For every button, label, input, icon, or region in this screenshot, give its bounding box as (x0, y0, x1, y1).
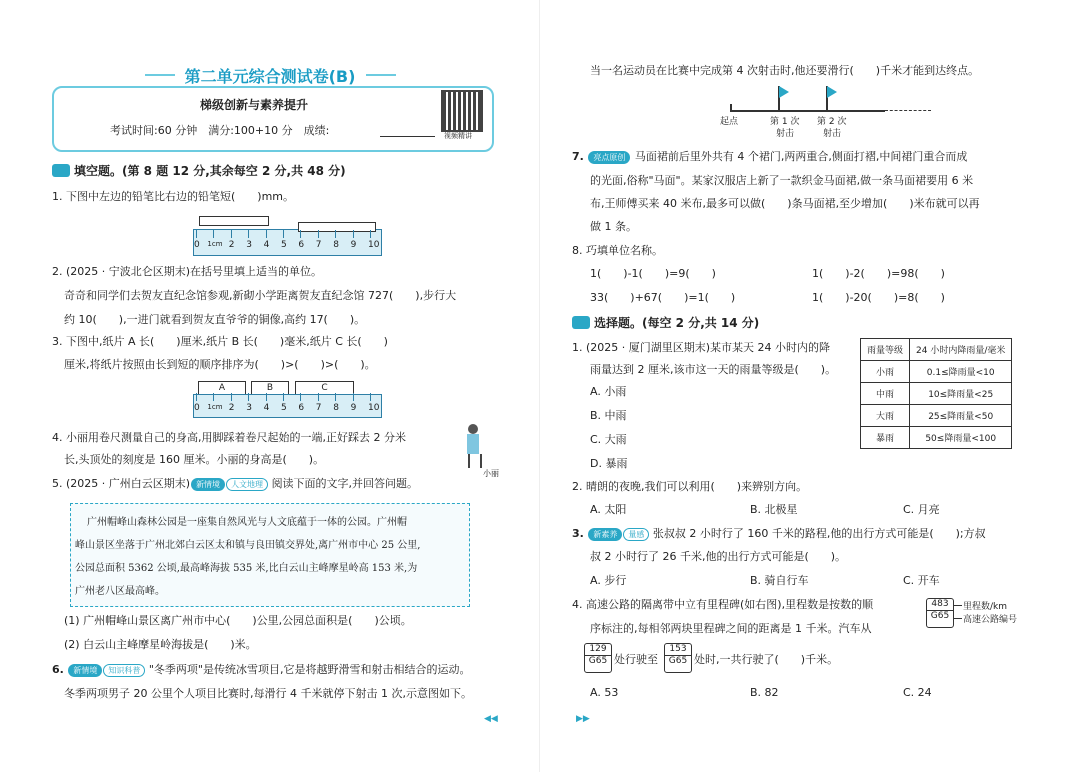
track-label-start: 起点 (720, 117, 739, 127)
ruler-tick (300, 393, 301, 401)
choice-1-line-1: 1. (2025 · 厦门湖里区期末)某市某天 24 小时内的降 (572, 341, 831, 354)
legend-line-1 (954, 605, 962, 606)
ruler-2-labels (196, 403, 380, 415)
rainfall-table (860, 338, 1012, 449)
q8-item: 1( )-1( )=9( ) (590, 267, 716, 280)
ruler-tick-label: 6 (298, 240, 305, 250)
choice-1-option[interactable]: C. 大雨 (590, 433, 627, 446)
ruler-tick-label: 4 (263, 240, 270, 250)
q8-item: 1( )-2( )=98( ) (812, 267, 945, 280)
ruler-tick (353, 230, 354, 238)
ruler-tick-label: 8 (333, 240, 339, 250)
choice-4-option[interactable]: A. 53 (590, 686, 619, 699)
choice-4-line-2: 序标注的,每相邻两块里程碑之间的距离是 1 千米。汽车从 (590, 622, 872, 635)
ruler-tick (196, 393, 197, 401)
ruler-tick (231, 230, 232, 238)
ruler-tick-label: 5 (281, 403, 287, 413)
score-blank-line (380, 136, 435, 137)
section-1-marker (52, 164, 70, 177)
question-2-line-2: 奇奇和同学们去贺友直纪念馆参观,新砌小学距离贺友直纪念馆 727( ),步行大 (64, 289, 457, 302)
q8-item: 33( )+67( )=1( ) (590, 291, 736, 304)
legend-line-2 (954, 618, 962, 619)
ruler-tick (335, 393, 336, 401)
question-3-line-2: 厘米,将纸片按照由长到短的顺序排序为( )>( )>( )。 (64, 358, 376, 371)
ruler-tick (266, 230, 267, 238)
passage-line: 公园总面积 5362 公顷,最高峰海拔 535 米,比白云山主峰摩星岭高 153 米,为 (75, 563, 418, 574)
passage-line: 广州老八区最高峰。 (75, 586, 165, 597)
title-decoration-left (145, 74, 175, 76)
ruler-tick-label: 5 (281, 240, 287, 250)
passage-line: 峰山景区坐落于广州北郊白云区太和镇与良田镇交界处,离广州市中心 25 公里, (75, 540, 421, 551)
question-4-line-1: 4. 小丽用卷尺测量自己的身高,用脚踩着卷尺起始的一端,正好踩去 2 分米 (52, 431, 406, 444)
choice-1-line-2: 雨量达到 2 厘米,该市这一天的雨量等级是( )。 (590, 363, 837, 376)
ruler-tick-label: 9 (350, 403, 357, 413)
ruler-tick-label: 4 (263, 403, 270, 413)
subtitle: 梯级创新与素养提升 (200, 98, 309, 112)
section-2-heading: 选择题。(每空 2 分,共 14 分) (572, 314, 759, 331)
table-row: 小雨 0.1≤降雨量<10 (861, 361, 1012, 383)
ruler-tick-label: 6 (298, 403, 305, 413)
track-line (730, 110, 885, 112)
page-number-right: ▶▶ (576, 714, 590, 724)
tag-new-context: 新情境 (191, 478, 225, 491)
choice-2-option[interactable]: B. 北极星 (750, 503, 798, 516)
choice-4-line-1: 4. 高速公路的隔离带中立有里程碑(如右图),里程数是按数的顺 (572, 598, 874, 611)
flag-1-cloth (779, 86, 789, 98)
page-number-left: ◀◀ (484, 714, 498, 724)
question-7-line-2: 的光面,俗称"马面"。某家汉服店上新了一款织金马面裙,做一条马面裙要用 6 米 (590, 174, 974, 187)
choice-3-line-2: 叔 2 小时行了 26 千米,他的出行方式可能是( )。 (590, 550, 847, 563)
pencil-left (199, 216, 269, 226)
ruler-tick-label: 9 (350, 240, 357, 250)
qr-code-icon[interactable] (441, 90, 483, 132)
ruler-tick-label: 0 (194, 240, 200, 250)
choice-1-option[interactable]: A. 小雨 (590, 385, 627, 398)
ruler-tick-label: 1cm (207, 403, 223, 411)
choice-3-option[interactable]: A. 步行 (590, 574, 627, 587)
ruler-tick (266, 393, 267, 401)
ruler-tick-label: 2 (228, 403, 235, 413)
ruler-tick (300, 230, 301, 238)
choice-3-option[interactable]: C. 开车 (903, 574, 940, 587)
track-label-shot1: 第 1 次 (770, 117, 800, 127)
girl-figure-icon (466, 424, 480, 470)
table-row: 中雨 10≤降雨量<25 (861, 383, 1012, 405)
ruler-tick (283, 230, 284, 238)
question-5-part-1: (1) 广州帽峰山景区离广州市中心( )公里,公园总面积是( )公顷。 (64, 614, 412, 627)
question-6-line-3: 当一名运动员在比赛中完成第 4 次射击时,他还要滑行( )千米才能到达终点。 (590, 64, 980, 77)
paper-c: C (295, 381, 354, 396)
center-fold (539, 0, 540, 772)
tag-culture-geography: 人文地理 (226, 478, 268, 491)
question-4-line-2: 长,头顶处的刻度是 160 厘米。小丽的身高是( )。 (64, 453, 325, 466)
legend-label-km: 里程数/km (963, 602, 1008, 612)
question-7-line-3: 布,王师傅买来 40 米布,最多可以做( )条马面裙,至少增加( )米布就可以再 (590, 197, 980, 210)
ruler-tick-label: 10 (368, 403, 380, 413)
question-2-line-1: 2. (2025 · 宁波北仑区期末)在括号里填上适当的单位。 (52, 265, 323, 278)
ruler-tick (318, 393, 319, 401)
passage-line: 广州帽峰山森林公园是一座集自然风光与人文底蕴于一体的公园。广州帽 (87, 517, 407, 528)
ruler-tick (283, 393, 284, 401)
question-6-line-2: 冬季两项男子 20 公里个人项目比赛时,每滑行 4 千米就停下射击 1 次,示意图如下。 (64, 687, 472, 700)
ruler-tick (318, 230, 319, 238)
qr-label: 视频精讲 (444, 132, 472, 140)
question-8: 8. 巧填单位名称。 (572, 244, 663, 257)
section-1-heading: 填空题。(第 8 题 12 分,其余每空 2 分,共 48 分) (52, 162, 346, 179)
tag-new-literacy: 新素养 (588, 528, 622, 541)
tag-quantity-sense: 量感 (623, 528, 649, 541)
track-label-shot2b: 射击 (823, 129, 842, 139)
question-3-line-1: 3. 下图中,纸片 A 长( )厘米,纸片 B 长( )毫米,纸片 C 长( ) (52, 335, 388, 348)
ruler-tick-label: 8 (333, 403, 339, 413)
choice-4-text-b: 处时,一共行驶了( )千米。 (694, 653, 839, 666)
table-row: 大雨 25≤降雨量<50 (861, 405, 1012, 427)
ruler-tick (196, 230, 197, 238)
milestone-sign-1: 129 G65 (584, 643, 612, 673)
choice-2-option[interactable]: C. 月亮 (903, 503, 940, 516)
choice-3-option[interactable]: B. 骑自行车 (750, 574, 809, 587)
choice-4-option[interactable]: B. 82 (750, 686, 779, 699)
question-6-line-1: 6. 新情境 知识科普 "冬季两项"是传统冰雪项目,它是将越野滑雪和射击相结合的运动。 (52, 663, 471, 676)
table-row: 暴雨 50≤降雨量<100 (861, 427, 1012, 449)
paper-a: A (198, 381, 246, 396)
table-header: 雨量等级 (861, 339, 910, 361)
track-label-shot2: 第 2 次 (817, 117, 847, 127)
milestone-sign-legend: 483 G65 (926, 598, 954, 628)
ruler-1-labels (196, 240, 380, 252)
table-header-row (861, 339, 1012, 361)
ruler-tick-label: 1cm (207, 240, 223, 248)
ruler-tick-label: 2 (228, 240, 235, 250)
question-5-line-1: 5. (2025 · 广州白云区期末) 新情境 人文地理 阅读下面的文字,并回答问题。 (52, 477, 419, 490)
ruler-tick (248, 230, 249, 238)
ruler-tick-label: 7 (315, 403, 322, 413)
girl-label: 小丽 (483, 469, 499, 478)
ruler-tick (231, 393, 232, 401)
reading-passage (70, 503, 470, 607)
table-header: 24 小时内降雨量/毫米 (910, 339, 1012, 361)
flag-2-cloth (827, 86, 837, 98)
ruler-tick-label: 3 (246, 240, 252, 250)
choice-1-option[interactable]: B. 中雨 (590, 409, 627, 422)
track-line-dashed (885, 110, 931, 111)
q8-item: 1( )-20( )=8( ) (812, 291, 945, 304)
choice-3-line-1: 3. 新素养 量感 张叔叔 2 小时行了 160 千米的路程,他的出行方式可能是( );方叔 (572, 527, 986, 540)
question-5-part-2: (2) 白云山主峰摩星岭海拔是( )米。 (64, 638, 257, 651)
question-7-line-4: 做 1 条。 (590, 220, 637, 233)
ruler-tick-label: 10 (368, 240, 380, 250)
question-1: 1. 下图中左边的铅笔比右边的铅笔短( )mm。 (52, 190, 295, 203)
ruler-tick (370, 393, 371, 401)
choice-2: 2. 晴朗的夜晚,我们可以利用( )来辨别方向。 (572, 480, 808, 493)
ruler-tick (213, 393, 214, 401)
title-decoration-right (366, 74, 396, 76)
track-label-shot1b: 射击 (776, 129, 795, 139)
milestone-sign-2: 153 G65 (664, 643, 692, 673)
tag-new-context: 新情境 (68, 664, 102, 677)
paper-b: B (251, 381, 289, 396)
ruler-tick (353, 393, 354, 401)
legend-label-road: 高速公路编号 (963, 615, 1018, 625)
question-7-line-1: 7. 亮点原创 马面裙前后里外共有 4 个裙门,两两重合,侧面打褶,中间裙门重合而成 (572, 150, 968, 163)
choice-2-option[interactable]: A. 太阳 (590, 503, 627, 516)
ruler-tick-label: 7 (315, 240, 322, 250)
ruler-tick-label: 0 (194, 403, 200, 413)
choice-4-text-a: 处行驶至 (614, 653, 658, 666)
ruler-tick-label: 3 (246, 403, 252, 413)
ruler-tick (370, 230, 371, 238)
ruler-tick (335, 230, 336, 238)
ruler-tick (248, 393, 249, 401)
choice-1-option[interactable]: D. 暴雨 (590, 457, 628, 470)
exam-info: 考试时间:60 分钟 满分:100+10 分 成绩: (110, 124, 330, 137)
track-start-tick (730, 104, 732, 111)
pencil-right (298, 222, 376, 232)
question-2-line-3: 约 10( ),一进门就看到贺友直爷爷的铜像,高约 17( )。 (64, 313, 366, 326)
ruler-tick (213, 230, 214, 238)
section-2-marker (572, 316, 590, 329)
page-title: 第二单元综合测试卷(B) (184, 67, 356, 86)
choice-4-option[interactable]: C. 24 (903, 686, 932, 699)
tag-knowledge: 知识科普 (103, 664, 145, 677)
tag-original: 亮点原创 (588, 151, 630, 164)
